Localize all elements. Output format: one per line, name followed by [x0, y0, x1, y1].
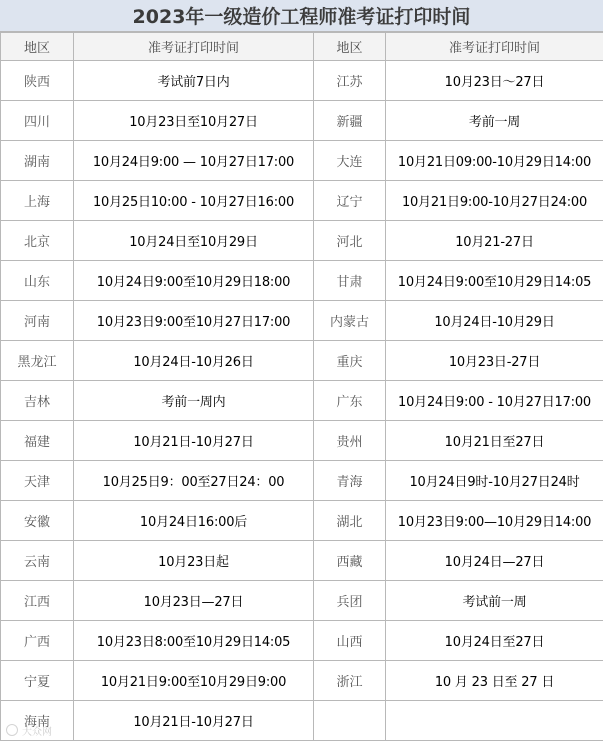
time-left-cell: 10月23日—27日	[74, 581, 314, 621]
region-left-cell: 宁夏	[1, 661, 74, 701]
region-left-cell: 黑龙江	[1, 341, 74, 381]
region-left-cell: 陕西	[1, 61, 74, 101]
region-right-cell: 辽宁	[314, 181, 386, 221]
region-right-cell: 湖北	[314, 501, 386, 541]
time-right-cell: 10 月 23 日至 27 日	[386, 661, 603, 701]
time-left-cell: 10月24日至10月29日	[74, 221, 314, 261]
region-right-cell: 广东	[314, 381, 386, 421]
time-left-cell: 10月23日至10月27日	[74, 101, 314, 141]
region-right-cell: 河北	[314, 221, 386, 261]
region-right-cell	[314, 701, 386, 741]
table-row	[1, 661, 603, 701]
time-left-cell: 10月25日9：00至27日24：00	[74, 461, 314, 501]
region-left-cell: 山东	[1, 261, 74, 301]
time-right-cell: 10月24日至27日	[386, 621, 603, 661]
region-left-cell: 河南	[1, 301, 74, 341]
region-right-cell: 兵团	[314, 581, 386, 621]
watermark-logo-icon	[6, 724, 18, 736]
time-right-cell: 10月21日09:00-10月29日14:00	[386, 141, 603, 181]
watermark-text: 大众网	[22, 726, 52, 738]
region-left-cell: 福建	[1, 421, 74, 461]
header-time-left: 准考证打印时间	[74, 33, 314, 61]
time-left-cell: 10月23日起	[74, 541, 314, 581]
page-title: 2023年一级造价工程师准考证打印时间	[0, 0, 603, 32]
table-row	[1, 141, 603, 181]
time-left-cell: 考前一周内	[74, 381, 314, 421]
time-left-cell: 10月25日10:00 - 10月27日16:00	[74, 181, 314, 221]
region-right-cell: 甘肃	[314, 261, 386, 301]
region-right-cell: 大连	[314, 141, 386, 181]
table-row	[1, 61, 603, 101]
time-left-cell: 10月23日9:00至10月27日17:00	[74, 301, 314, 341]
time-left-cell: 考试前7日内	[74, 61, 314, 101]
table-header-row	[1, 33, 603, 61]
table-row	[1, 261, 603, 301]
time-right-cell: 10月23日-27日	[386, 341, 603, 381]
print-time-table	[0, 32, 603, 741]
table-row	[1, 621, 603, 661]
time-right-cell: 10月24日—27日	[386, 541, 603, 581]
table-row	[1, 701, 603, 741]
region-right-cell: 西藏	[314, 541, 386, 581]
time-right-cell	[386, 701, 603, 741]
table-row	[1, 101, 603, 141]
time-right-cell: 10月21日至27日	[386, 421, 603, 461]
time-left-cell: 10月24日9:00至10月29日18:00	[74, 261, 314, 301]
table-row	[1, 421, 603, 461]
region-right-cell: 青海	[314, 461, 386, 501]
region-left-cell: 广西	[1, 621, 74, 661]
region-right-cell: 新疆	[314, 101, 386, 141]
table-row	[1, 301, 603, 341]
time-left-cell: 10月24日16:00后	[74, 501, 314, 541]
table-row	[1, 181, 603, 221]
table-row	[1, 381, 603, 421]
table-row	[1, 501, 603, 541]
time-left-cell: 10月21日-10月27日	[74, 701, 314, 741]
time-right-cell: 10月23日～27日	[386, 61, 603, 101]
region-left-cell: 安徽	[1, 501, 74, 541]
header-time-right: 准考证打印时间	[386, 33, 603, 61]
table-row	[1, 581, 603, 621]
region-left-cell: 云南	[1, 541, 74, 581]
table-row	[1, 341, 603, 381]
time-left-cell: 10月24日-10月26日	[74, 341, 314, 381]
time-right-cell: 10月24日9时-10月27日24时	[386, 461, 603, 501]
region-left-cell: 北京	[1, 221, 74, 261]
time-left-cell: 10月23日8:00至10月29日14:05	[74, 621, 314, 661]
region-left-cell: 上海	[1, 181, 74, 221]
region-left-cell: 江西	[1, 581, 74, 621]
region-right-cell: 贵州	[314, 421, 386, 461]
region-right-cell: 山西	[314, 621, 386, 661]
region-right-cell: 浙江	[314, 661, 386, 701]
time-left-cell: 10月21日-10月27日	[74, 421, 314, 461]
time-right-cell: 10月23日9:00—10月29日14:00	[386, 501, 603, 541]
table-row	[1, 221, 603, 261]
time-right-cell: 10月21-27日	[386, 221, 603, 261]
table-row	[1, 461, 603, 501]
region-left-cell: 天津	[1, 461, 74, 501]
time-right-cell: 10月21日9:00-10月27日24:00	[386, 181, 603, 221]
time-right-cell: 考前一周	[386, 101, 603, 141]
region-right-cell: 江苏	[314, 61, 386, 101]
time-right-cell: 10月24日9:00至10月29日14:05	[386, 261, 603, 301]
region-left-cell: 吉林	[1, 381, 74, 421]
time-left-cell: 10月24日9:00 — 10月27日17:00	[74, 141, 314, 181]
header-region-left: 地区	[1, 33, 74, 61]
region-left-cell: 湖南	[1, 141, 74, 181]
region-right-cell: 重庆	[314, 341, 386, 381]
time-right-cell: 10月24日-10月29日	[386, 301, 603, 341]
watermark	[6, 722, 52, 738]
time-right-cell: 10月24日9:00 - 10月27日17:00	[386, 381, 603, 421]
region-right-cell: 内蒙古	[314, 301, 386, 341]
time-right-cell: 考试前一周	[386, 581, 603, 621]
region-left-cell: 海南	[1, 701, 74, 741]
table-row	[1, 541, 603, 581]
header-region-right: 地区	[314, 33, 386, 61]
time-left-cell: 10月21日9:00至10月29日9:00	[74, 661, 314, 701]
region-left-cell: 四川	[1, 101, 74, 141]
